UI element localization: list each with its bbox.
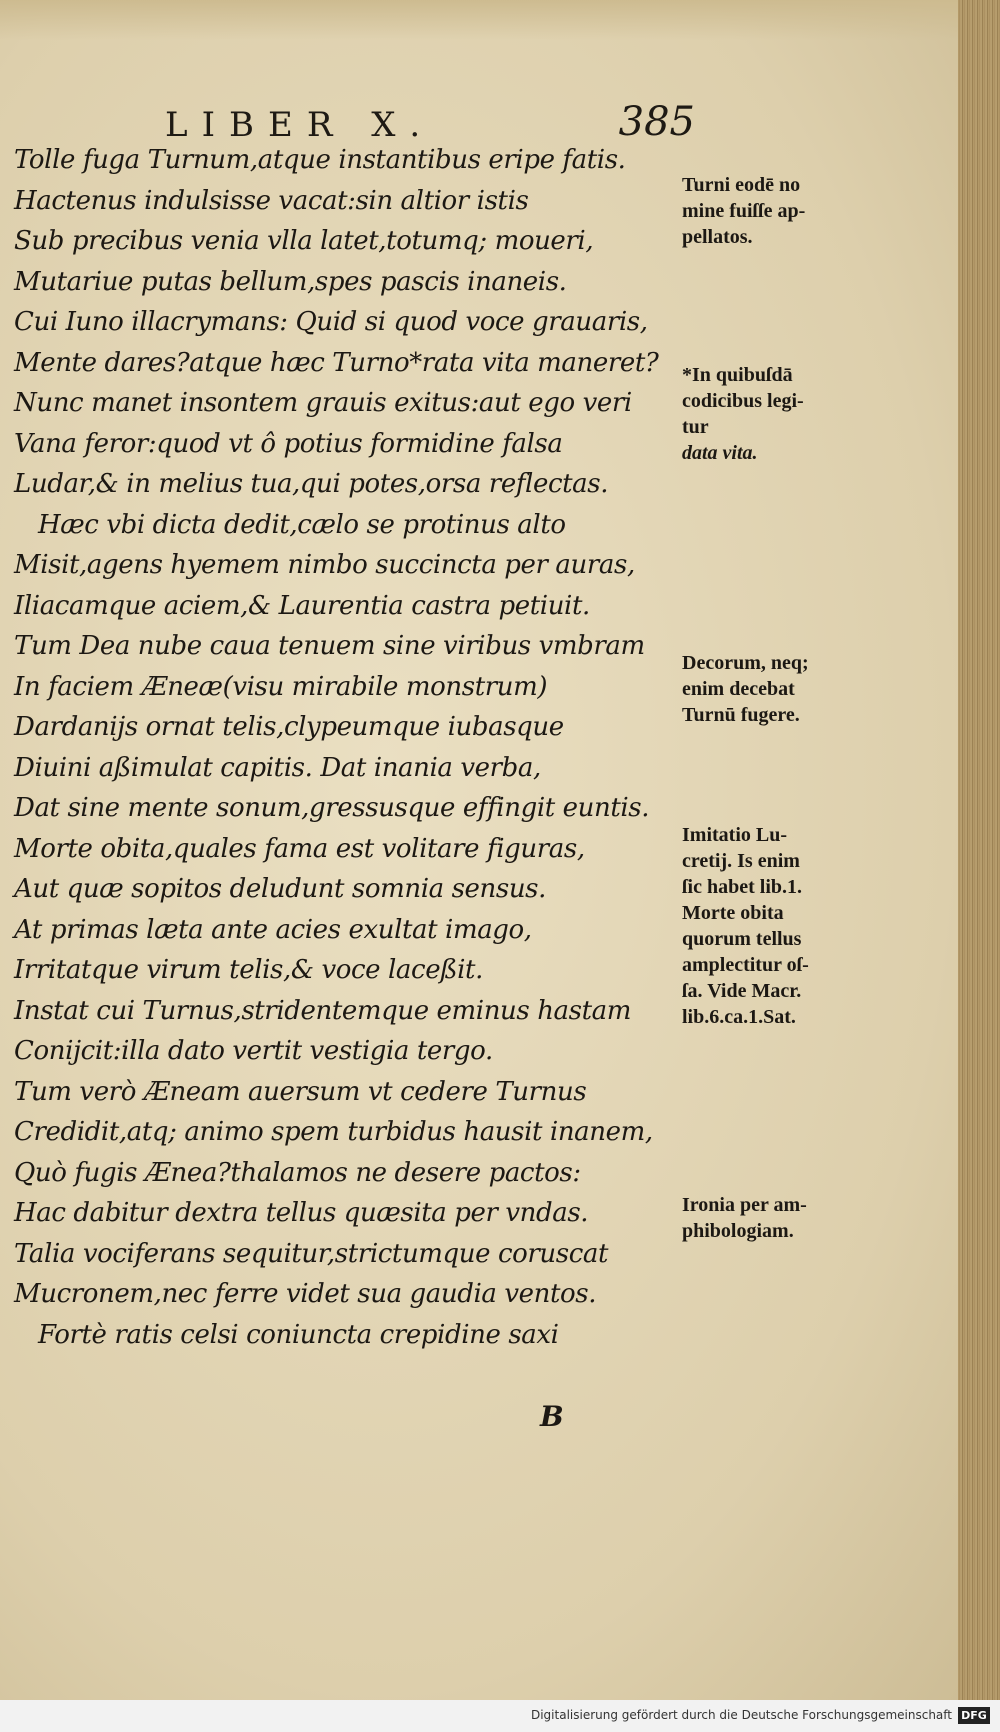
page-number: 385 (618, 99, 695, 145)
marginal-note-line: Morte obita (682, 902, 784, 924)
marginal-note-line: ſic habet lib.1. (682, 876, 803, 898)
footer-bar (0, 1700, 1000, 1732)
verse-line: Dat sine mente sonum,gressusque effingit euntis. (14, 793, 650, 823)
marginal-note (682, 362, 862, 466)
verse-line: Mente dares?atque hæc Turno*rata vita maneret? (14, 347, 659, 378)
marginal-note-line: codicibus legi- (682, 390, 804, 412)
verse-line: Aut quæ sopitos deludunt somnia sensus. (14, 874, 546, 904)
marginal-note-line: cretij. Is enim (682, 850, 800, 872)
verse-line: Diuini aßimulat capitis. Dat inania verba, (14, 752, 541, 783)
verse-line: Tum Dea nube caua tenuem sine viribus vmbram (14, 631, 645, 661)
verse-line: Tolle fuga Turnum,atque instantibus eripe fatis. (14, 145, 626, 175)
marginal-note-line: Imitatio Lu- (682, 824, 787, 846)
running-title: LIBER X. (165, 105, 435, 145)
dfg-logo: DFG (958, 1707, 990, 1724)
verse-line: Iliacamque aciem,& Laurentia castra petiuit. (14, 590, 590, 621)
verse-line: Irritatque virum telis,& voce laceßit. (14, 955, 483, 985)
verse-line: Sub precibus venia vlla latet,totumq; moueri, (14, 226, 594, 256)
marginal-note-line: ſa. Vide Macr. (682, 980, 802, 1002)
verse-line: Morte obita,quales fama est volitare figuras, (14, 833, 585, 864)
marginal-note-line: lib.6.ca.1.Sat. (682, 1006, 796, 1028)
verse-line: Quò fugis Ænea?thalamos ne desere pactos: (14, 1157, 581, 1188)
verse-line: Instat cui Turnus,stridentemque eminus hastam (14, 995, 632, 1026)
marginal-note-line: tur (682, 416, 709, 438)
verse-line: Dardanijs ornat telis,clypeumque iubasque (14, 712, 564, 742)
marginal-note-line: amplectitur oſ- (682, 954, 809, 976)
verse-line: Ludar,& in melius tua,qui potes,orsa reflectas. (14, 469, 609, 499)
marginal-note-line: Decorum, neq; (682, 652, 809, 674)
verse-line: At primas læta ante acies exultat imago, (14, 914, 532, 945)
verse-line: Vana feror:quod vt ô potius formidine falsa (14, 428, 563, 459)
marginal-note (682, 650, 862, 728)
verse-line: Tum verò Æneam auersum vt cedere Turnus (14, 1076, 587, 1107)
verse-line: Credidit,atq; animo spem turbidus hausit inanem, (14, 1117, 653, 1147)
book-fore-edge (958, 0, 1000, 1700)
verse-text-block (0, 140, 670, 1355)
marginal-note-line: Ironia per am- (682, 1194, 807, 1216)
verse-line: Hac dabitur dextra tellus quæsita per vndas. (14, 1198, 589, 1228)
marginal-note-line: Turnū fugere. (682, 704, 800, 726)
marginal-note-line: *In quibuſdā (682, 364, 793, 386)
marginal-note (682, 172, 862, 250)
marginal-note (682, 1192, 862, 1244)
signature-mark: B (540, 1400, 564, 1433)
footer-credit: Digitalisierung gefördert durch die Deutsche Forschungsgemeinschaft (530, 1708, 952, 1722)
marginal-note-line: pellatos. (682, 226, 753, 248)
verse-line: Cui Iuno illacrymans: Quid si quod voce grauaris, (14, 307, 648, 337)
verse-line: Hæc vbi dicta dedit,cælo se protinus alto (38, 509, 566, 540)
verse-line: Mutariue putas bellum,spes pascis inaneis. (14, 266, 567, 297)
marginal-note-line: data vita. (682, 442, 758, 464)
marginal-note-line: quorum tellus (682, 928, 802, 950)
verse-line: In faciem Æneæ(visu mirabile monstrum) (14, 671, 548, 702)
marginal-note (682, 822, 862, 1030)
marginal-note-line: enim decebat (682, 678, 795, 700)
verse-line: Mucronem,nec ferre videt sua gaudia ventos. (14, 1279, 597, 1309)
marginal-note-line: mine fuiſſe ap- (682, 200, 806, 222)
marginal-note-line: phibologiam. (682, 1220, 794, 1242)
verse-line: Nunc manet insontem grauis exitus:aut ego veri (14, 388, 632, 418)
verse-line: Hactenus indulsisse vacat:sin altior istis (14, 185, 529, 216)
verse-line: Misit,agens hyemem nimbo succincta per auras, (14, 550, 635, 580)
verse-line: Conijcit:illa dato vertit vestigia tergo. (14, 1036, 493, 1066)
verse-line: Talia vociferans sequitur,strictumque coruscat (14, 1238, 609, 1269)
page-top-shadow (0, 0, 958, 40)
marginal-note-line: Turni eodē no (682, 174, 801, 196)
verse-line: Fortè ratis celsi coniuncta crepidine saxi (38, 1319, 559, 1350)
